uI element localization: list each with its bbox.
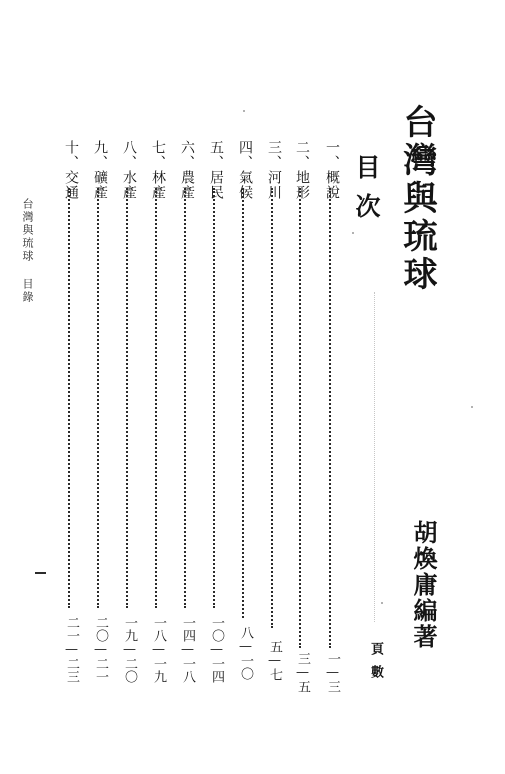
toc-leader-dots [126, 188, 128, 608]
toc-entry [60, 140, 78, 696]
toc-leader-dots [184, 188, 186, 608]
toc-entry-label: 四、氣候 [237, 140, 253, 200]
toc-entry-label: 六、農產 [179, 140, 195, 200]
toc-entry-label: 八、水產 [121, 140, 137, 200]
scan-speck [471, 406, 473, 408]
toc-entry [176, 140, 194, 696]
toc-entry [291, 140, 309, 696]
toc-leader-dots [329, 188, 331, 648]
toc-leader-dots [271, 188, 273, 628]
toc-page-range: 一八—一九 [151, 616, 166, 683]
toc-leader-dots [242, 188, 244, 618]
toc-entry-label: 一、概說 [324, 140, 340, 200]
toc-entry [321, 140, 339, 696]
scan-speck [243, 110, 245, 112]
toc-entry-label: 三、河川 [266, 140, 282, 200]
toc-page-range: 一〇—一四 [209, 616, 224, 683]
toc-page-range: 三—五 [295, 652, 310, 693]
toc-entry [263, 140, 281, 696]
toc-page-range: 八—一〇 [238, 626, 253, 680]
book-title: 台灣與琉球 [397, 104, 437, 294]
contents-heading: 目次 [352, 154, 381, 232]
toc-leader-dots [68, 188, 70, 608]
pages-column-label: 頁數 [368, 642, 383, 688]
toc-entry [205, 140, 223, 696]
toc-entry-label: 十、交通 [63, 140, 79, 200]
toc-entry-label: 七、林產 [150, 140, 166, 200]
scan-speck [352, 232, 354, 234]
toc-entry [89, 140, 107, 696]
toc-leader-dots [299, 188, 301, 648]
running-head: 台灣與琉球 目錄 [21, 198, 34, 304]
toc-entry [234, 140, 252, 696]
toc-page-range: 二〇—二一 [93, 616, 108, 683]
toc-page-range: 五—七 [267, 640, 282, 681]
toc-page-range: 一四—一八 [180, 616, 195, 683]
author-credit: 胡煥庸編著 [409, 520, 438, 650]
toc-page-range: 一—三 [325, 652, 340, 693]
toc-page-range: 一九—二〇 [122, 616, 137, 683]
faint-dotted-rule [374, 292, 375, 622]
toc-entry-label: 二、地形 [294, 140, 310, 200]
scan-speck [381, 602, 383, 604]
toc-entry-label: 五、居民 [208, 140, 224, 200]
page-folio [35, 572, 46, 574]
toc-page-range: 二一—二三 [64, 616, 79, 683]
toc-leader-dots [155, 188, 157, 608]
toc-entry [147, 140, 165, 696]
toc-leader-dots [213, 188, 215, 608]
toc-entry [118, 140, 136, 696]
toc-entry-label: 九、礦產 [92, 140, 108, 200]
toc-leader-dots [97, 188, 99, 608]
